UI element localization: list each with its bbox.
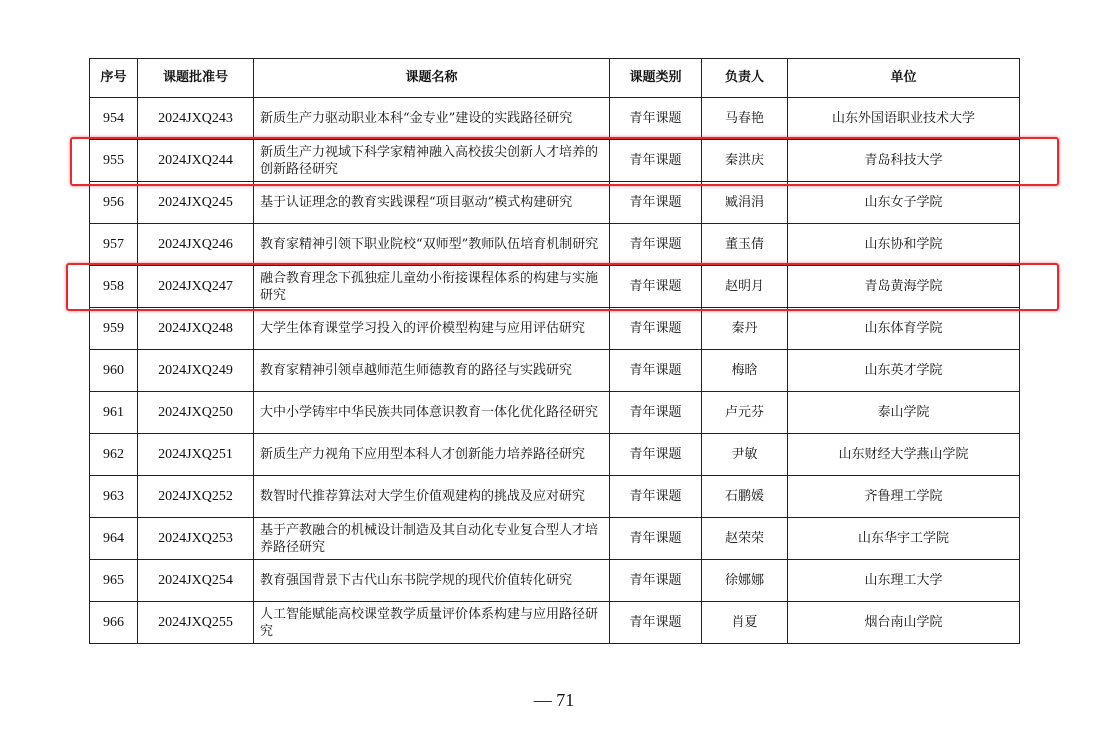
cell-unit: 山东理工大学 <box>788 560 1020 602</box>
cell-category: 青年课题 <box>610 476 702 518</box>
header-no: 序号 <box>90 59 138 98</box>
cell-no: 958 <box>90 266 138 308</box>
table-row <box>90 602 1020 644</box>
cell-unit: 泰山学院 <box>788 392 1020 434</box>
table-row <box>90 434 1020 476</box>
cell-code: 2024JXQ246 <box>138 224 254 266</box>
cell-leader: 徐娜娜 <box>702 560 788 602</box>
cell-category: 青年课题 <box>610 350 702 392</box>
cell-no: 966 <box>90 602 138 644</box>
cell-code: 2024JXQ251 <box>138 434 254 476</box>
header-leader: 负责人 <box>702 59 788 98</box>
cell-category: 青年课题 <box>610 434 702 476</box>
cell-code: 2024JXQ248 <box>138 308 254 350</box>
cell-leader: 赵荣荣 <box>702 518 788 560</box>
cell-code: 2024JXQ245 <box>138 182 254 224</box>
cell-leader: 秦洪庆 <box>702 140 788 182</box>
cell-unit: 青岛科技大学 <box>788 140 1020 182</box>
cell-title: 教育家精神引领下职业院校“双师型”教师队伍培育机制研究 <box>254 224 610 266</box>
cell-code: 2024JXQ253 <box>138 518 254 560</box>
cell-no: 964 <box>90 518 138 560</box>
cell-category: 青年课题 <box>610 392 702 434</box>
table-row <box>90 518 1020 560</box>
cell-code: 2024JXQ255 <box>138 602 254 644</box>
cell-unit: 山东女子学院 <box>788 182 1020 224</box>
cell-leader: 尹敏 <box>702 434 788 476</box>
cell-leader: 臧涓涓 <box>702 182 788 224</box>
cell-category: 青年课题 <box>610 98 702 140</box>
header-unit: 单位 <box>788 59 1020 98</box>
cell-category: 青年课题 <box>610 182 702 224</box>
cell-title: 大中小学铸牢中华民族共同体意识教育一体化优化路径研究 <box>254 392 610 434</box>
cell-title: 大学生体育课堂学习投入的评价模型构建与应用评估研究 <box>254 308 610 350</box>
cell-title: 数智时代推荐算法对大学生价值观建构的挑战及应对研究 <box>254 476 610 518</box>
cell-leader: 肖夏 <box>702 602 788 644</box>
cell-no: 957 <box>90 224 138 266</box>
header-title: 课题名称 <box>254 59 610 98</box>
cell-title: 基于产教融合的机械设计制造及其自动化专业复合型人才培养路径研究 <box>254 518 610 560</box>
table-header-row <box>90 59 1020 98</box>
cell-no: 956 <box>90 182 138 224</box>
table-row <box>90 560 1020 602</box>
cell-category: 青年课题 <box>610 224 702 266</box>
table-row <box>90 476 1020 518</box>
cell-category: 青年课题 <box>610 308 702 350</box>
cell-leader: 秦丹 <box>702 308 788 350</box>
cell-category: 青年课题 <box>610 560 702 602</box>
cell-unit: 山东体育学院 <box>788 308 1020 350</box>
cell-unit: 山东华宇工学院 <box>788 518 1020 560</box>
cell-no: 959 <box>90 308 138 350</box>
highlight-box-row-958 <box>66 263 1059 311</box>
cell-unit: 烟台南山学院 <box>788 602 1020 644</box>
table-row <box>90 392 1020 434</box>
cell-no: 961 <box>90 392 138 434</box>
cell-title: 人工智能赋能高校课堂教学质量评价体系构建与应用路径研究 <box>254 602 610 644</box>
cell-title: 教育强国背景下古代山东书院学规的现代价值转化研究 <box>254 560 610 602</box>
cell-no: 954 <box>90 98 138 140</box>
cell-leader: 董玉倩 <box>702 224 788 266</box>
table-row <box>90 224 1020 266</box>
cell-code: 2024JXQ243 <box>138 98 254 140</box>
cell-title: 新质生产力视角下应用型本科人才创新能力培养路径研究 <box>254 434 610 476</box>
cell-title: 新质生产力视域下科学家精神融入高校拔尖创新人才培养的创新路径研究 <box>254 140 610 182</box>
cell-category: 青年课题 <box>610 602 702 644</box>
cell-unit: 齐鲁理工学院 <box>788 476 1020 518</box>
cell-category: 青年课题 <box>610 518 702 560</box>
cell-leader: 石鹏媛 <box>702 476 788 518</box>
cell-title: 新质生产力驱动职业本科“金专业”建设的实践路径研究 <box>254 98 610 140</box>
cell-unit: 山东外国语职业技术大学 <box>788 98 1020 140</box>
cell-title: 基于认证理念的教育实践课程“项目驱动”模式构建研究 <box>254 182 610 224</box>
cell-category: 青年课题 <box>610 140 702 182</box>
cell-no: 962 <box>90 434 138 476</box>
highlight-box-row-955 <box>70 137 1059 186</box>
cell-unit: 青岛黄海学院 <box>788 266 1020 308</box>
cell-no: 960 <box>90 350 138 392</box>
cell-code: 2024JXQ247 <box>138 266 254 308</box>
cell-leader: 梅晗 <box>702 350 788 392</box>
header-category: 课题类别 <box>610 59 702 98</box>
header-code: 课题批准号 <box>138 59 254 98</box>
cell-unit: 山东英才学院 <box>788 350 1020 392</box>
cell-code: 2024JXQ254 <box>138 560 254 602</box>
cell-code: 2024JXQ244 <box>138 140 254 182</box>
cell-code: 2024JXQ249 <box>138 350 254 392</box>
cell-no: 955 <box>90 140 138 182</box>
cell-code: 2024JXQ250 <box>138 392 254 434</box>
cell-no: 965 <box>90 560 138 602</box>
cell-title: 教育家精神引领卓越师范生师德教育的路径与实践研究 <box>254 350 610 392</box>
cell-category: 青年课题 <box>610 266 702 308</box>
table-row <box>90 350 1020 392</box>
table-row <box>90 98 1020 140</box>
page-number: — 71 <box>533 690 575 710</box>
cell-title: 融合教育理念下孤独症儿童幼小衔接课程体系的构建与实施研究 <box>254 266 610 308</box>
cell-unit: 山东财经大学燕山学院 <box>788 434 1020 476</box>
cell-code: 2024JXQ252 <box>138 476 254 518</box>
cell-leader: 赵明月 <box>702 266 788 308</box>
cell-leader: 卢元芬 <box>702 392 788 434</box>
table-row <box>90 182 1020 224</box>
cell-leader: 马春艳 <box>702 98 788 140</box>
cell-no: 963 <box>90 476 138 518</box>
cell-unit: 山东协和学院 <box>788 224 1020 266</box>
table-row <box>90 308 1020 350</box>
